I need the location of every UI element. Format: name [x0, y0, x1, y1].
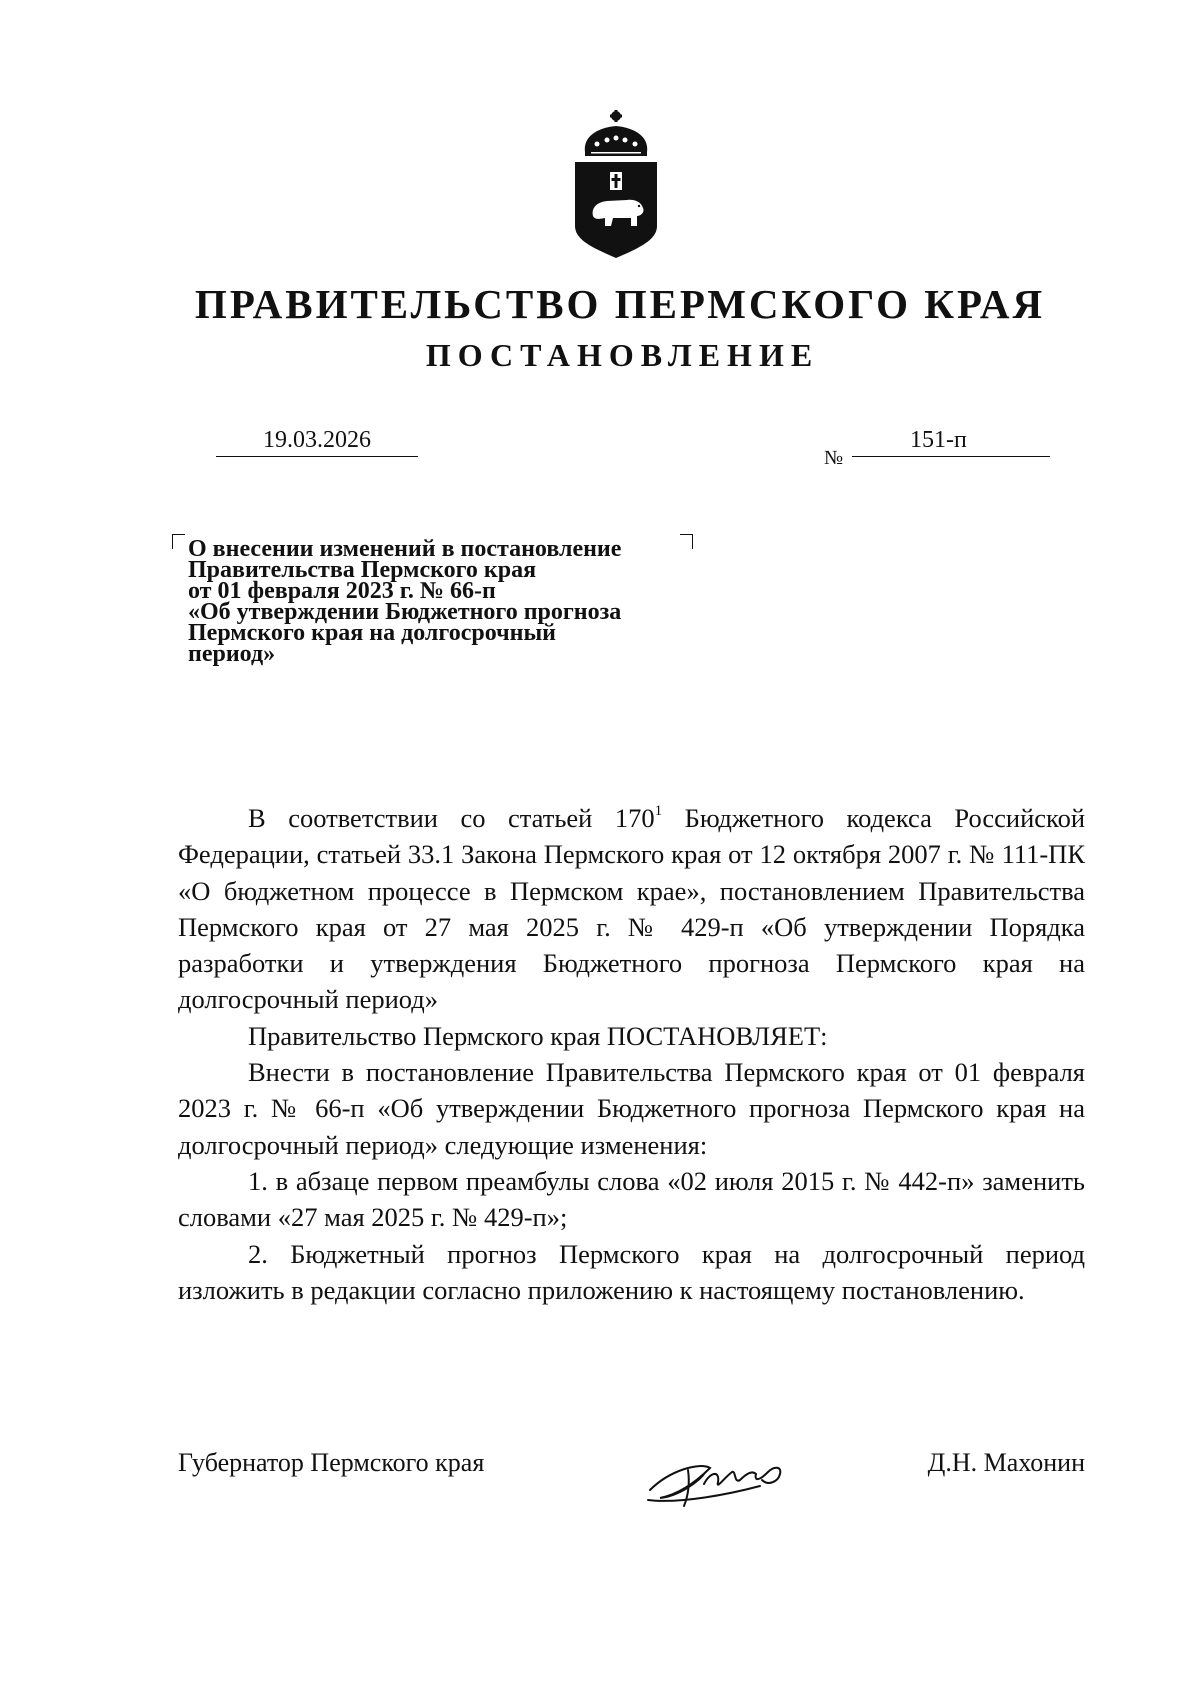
subject-bracket-left [172, 534, 185, 549]
amendment-item-2: 2. Бюджетный прогноз Пермского края на долгосрочный период изложить в редакции согласно приложению к настоящему постановлению. [178, 1238, 1085, 1305]
document-date: 19.03.2026 [263, 427, 371, 453]
amendment-item-1: 1. в абзаце первом преамбулы слова «02 июля 2015 г. № 442-п» заменить словами «27 мая 2025 г. № 429-п»; [178, 1165, 1085, 1233]
number-sign: № [824, 447, 844, 469]
handwritten-signature-icon [640, 1450, 800, 1510]
subject-line: Правительства Пермского края [188, 557, 537, 583]
subject-line: Пермского края на долгосрочный [188, 620, 557, 646]
coat-of-arms-icon [569, 108, 663, 260]
signatory-position: Губернатор Пермского края [178, 1448, 485, 1477]
document-number: 151-п [910, 427, 967, 453]
preamble-text-end: Бюджетного кодекса Российской Федерации, статьей 33.1 Закона Пермского края от 12 октября 2007 г. № 111-ПК «О бюджетном процессе в Пермском крае», постановлением Правительства Пермского края от 27 мая 2025 г. № 429-п «Об утверждении Порядка разработки и утверждения Бюджетного прогноза Пермского края на долгосрочный период» [178, 803, 1086, 1015]
document-date-field [216, 427, 418, 457]
subject-line: «Об утверждении Бюджетного прогноза [188, 599, 622, 625]
resolves-paragraph: Правительство Пермского края ПОСТАНОВЛЯЕТ: [248, 1020, 828, 1051]
signatory-name: Д.Н. Махонин [927, 1448, 1085, 1477]
preamble-text-start: В соответствии со статьей 170 [248, 803, 655, 833]
organization-title: ПРАВИТЕЛЬСТВО ПЕРМСКОГО КРАЯ [194, 281, 1046, 327]
document-body [178, 800, 1085, 1308]
document-subject [188, 536, 708, 667]
document-type: ПОСТАНОВЛЕНИЕ [425, 337, 820, 373]
article-superscript: 1 [654, 803, 663, 819]
preamble-paragraph [178, 800, 1085, 1018]
subject-line: период» [188, 641, 276, 667]
subject-line: от 01 февраля 2023 г. № 66-п [188, 578, 496, 604]
subject-line: О внесении изменений в постановление [188, 536, 622, 562]
document-number-field [852, 427, 1050, 457]
amendment-intro-paragraph: Внести в постановление Правительства Пермского края от 01 февраля 2023 г. № 66-п «Об утверждении Бюджетного прогноза Пермского края на долгосрочный период» следующие изменения: [178, 1057, 1085, 1160]
